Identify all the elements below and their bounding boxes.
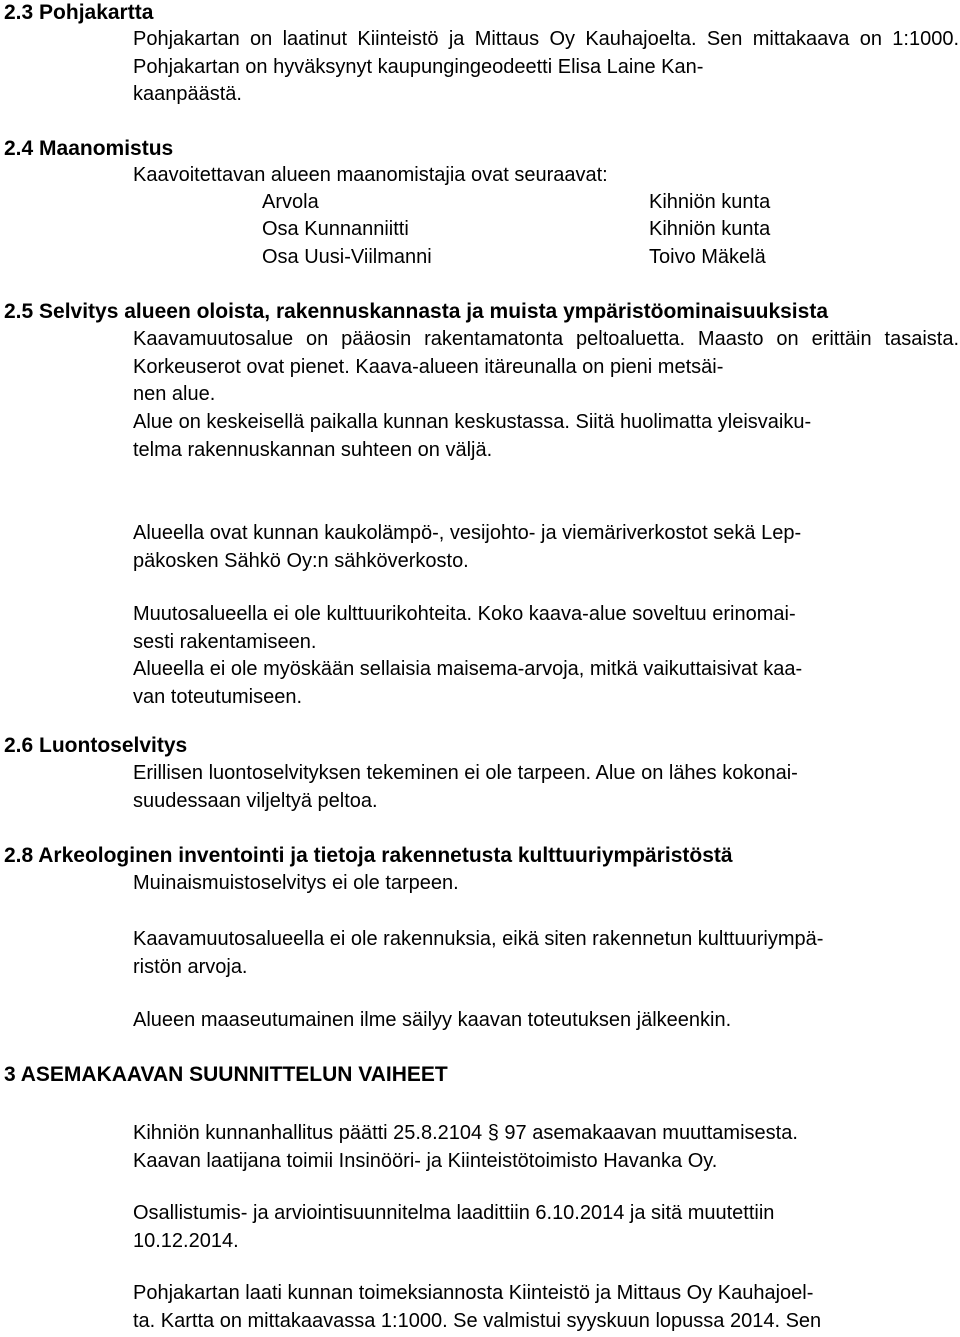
heading-2-4: 2.4 Maanomistus [4,137,174,160]
text-line: ristön arvoja. [133,955,248,978]
paragraph-area-conditions [133,326,959,409]
text-line: Osallistumis- ja arviointisuunnitelma laadittiin 6.10.2014 ja sitä muutettiin [133,1202,775,1224]
owner-property: Osa Uusi-Viilmanni [262,246,432,268]
text-line: on 1:1000. Pohjakartan on hyväksynyt kaupungingeodeetti Elisa Laine Kan- [133,28,960,78]
text-line: Kaavan laatijana toimii Insinööri- ja Kiinteistötoimisto Havanka Oy. [133,1149,718,1172]
paragraph-cultural-sites [133,601,959,656]
text-line: Muutosalueella ei ole kulttuurikohteita. Koko kaava-alue soveltuu erinomai- [133,603,796,625]
text-line: Pohjakartan on laatinut Kiinteistö ja Mittaus Oy Kauhajoelta. Sen mittakaava [133,28,860,50]
paragraph-participation-plan [133,1200,959,1255]
owner-holder: Kihniön kunta [649,218,771,240]
paragraph-pohjakartta [133,26,959,109]
heading-2-5: 2.5 Selvitys alueen oloista, rakennuskannasta ja muista ympäristöominaisuuksista [4,300,828,323]
paragraph-central-location [133,409,959,464]
text-line: Alueella ovat kunnan kaukolämpö-, vesijohto- ja viemäriverkostot sekä Lep- [133,522,802,544]
text-line: Kihniön kunnanhallitus päätti 25.8.2104 § 97 asemakaavan muuttamisesta. [133,1122,798,1144]
paragraph-antiquities: Muinaismuistoselvitys ei ole tarpeen. [133,872,459,894]
heading-3: 3 ASEMAKAAVAN SUUNNITTELUN VAIHEET [4,1063,448,1086]
heading-2-3: 2.3 Pohjakartta [4,1,154,24]
text-line: päkosken Sähkö Oy:n sähköverkosto. [133,549,469,572]
paragraph-nature-survey [133,760,959,815]
owner-holder: Kihniön kunta [649,191,771,213]
text-line: suudessaan viljeltyä peltoa. [133,789,378,812]
paragraph-networks [133,520,959,575]
text-line: kaanpäästä. [133,83,242,106]
paragraph-rural-character: Alueen maaseutumainen ilme säilyy kaavan toteutuksen jälkeenkin. [133,1009,732,1031]
text-line: Erillisen luontoselvityksen tekeminen ei ole tarpeen. Alue on lähes kokonai- [133,762,798,784]
heading-2-8: 2.8 Arkeologinen inventointi ja tietoja rakennetusta kulttuuriympäristöstä [4,844,733,867]
text-line: ta. Kartta on mittakaavassa 1:1000. Se valmistui syyskuun lopussa 2014. Sen [133,1309,822,1332]
text-line: 10.12.2014. [133,1229,239,1252]
owner-property: Osa Kunnanniitti [262,218,409,240]
text-line: telma rakennuskannan suhteen on väljä. [133,438,493,461]
text-line: nen alue. [133,383,216,406]
text-line: van toteutumiseen. [133,685,302,708]
text-line: sesti rakentamiseen. [133,630,317,653]
text-line: Alueella ei ole myöskään sellaisia maisema-arvoja, mitkä vaikuttaisivat kaa- [133,658,803,680]
paragraph-landscape [133,656,959,711]
text-line: Kaavamuutosalue on pääosin rakentamatonta peltoaluetta. Maasto on erittäin [133,328,885,350]
text-line: tasaista. Korkeuserot ovat pienet. Kaava-alueen itäreunalla on pieni metsäi- [133,328,959,378]
ownership-intro: Kaavoitettavan alueen maanomistajia ovat seuraavat: [133,164,608,186]
text-line: Alue on keskeisellä paikalla kunnan keskustassa. Siitä huolimatta yleisvaiku- [133,411,812,433]
owner-property: Arvola [262,191,319,213]
paragraph-base-map [133,1280,959,1335]
heading-2-6: 2.6 Luontoselvitys [4,734,188,757]
text-line: Kaavamuutosalueella ei ole rakennuksia, eikä siten rakennetun kulttuuriympä- [133,928,824,950]
owner-holder: Toivo Mäkelä [649,246,766,268]
paragraph-decision [133,1120,959,1175]
paragraph-buildings [133,926,959,981]
text-line: Pohjakartan laati kunnan toimeksiannosta Kiinteistö ja Mittaus Oy Kauhajoel- [133,1282,814,1304]
